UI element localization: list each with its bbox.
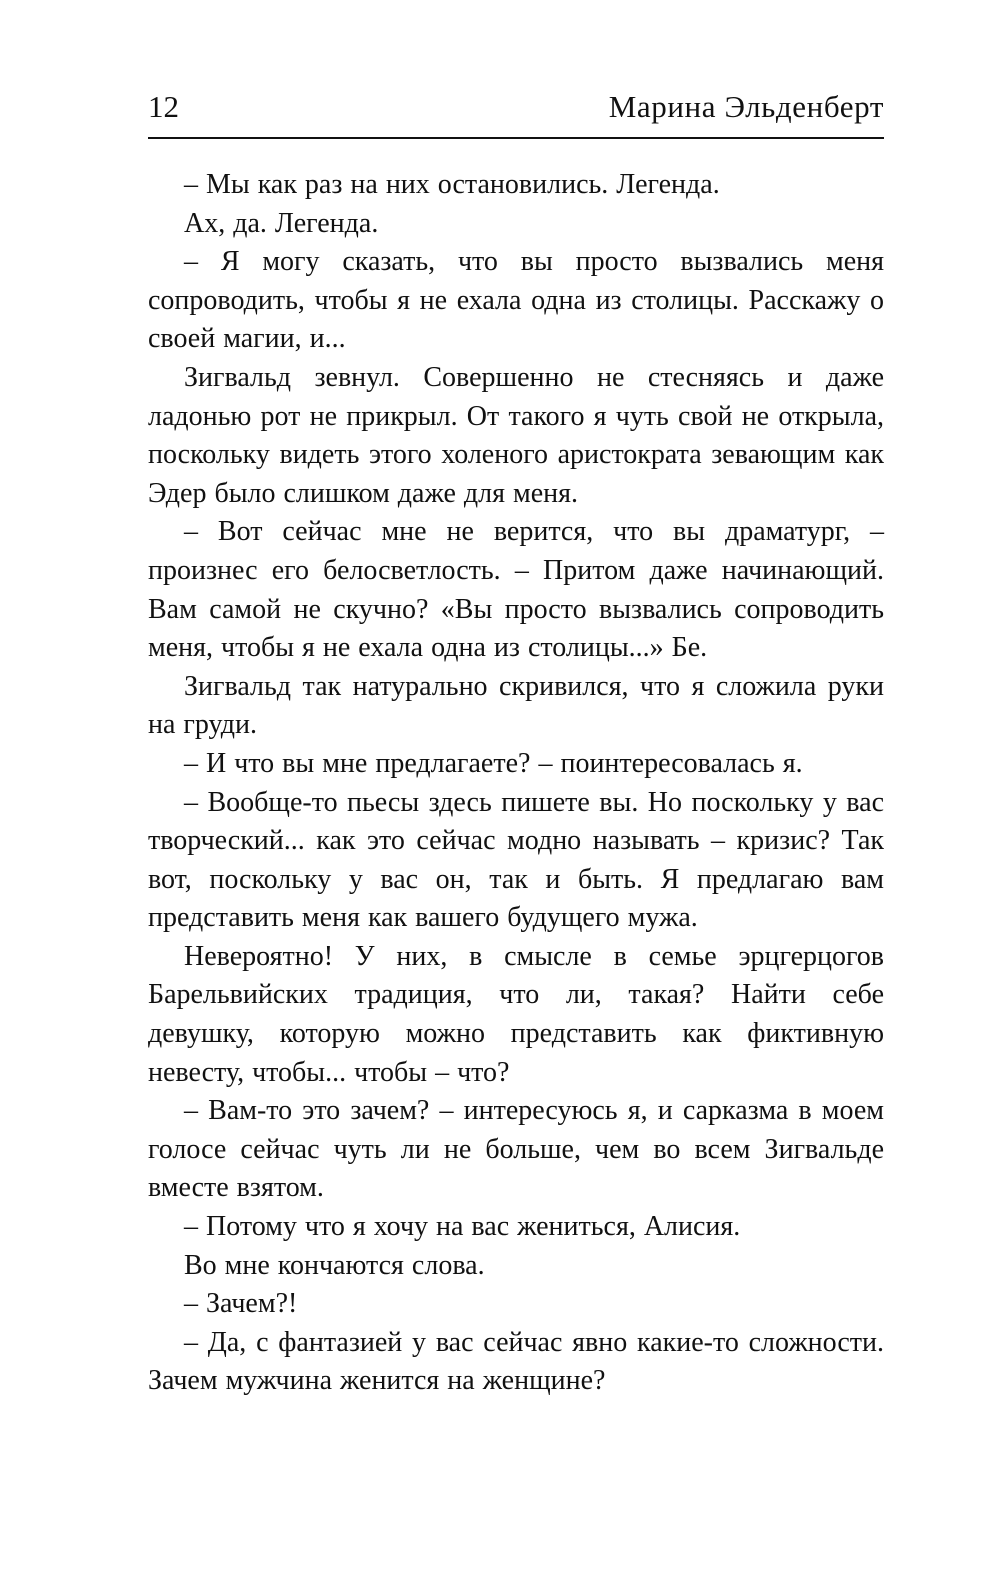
paragraph: – Да, с фантазией у вас сейчас явно какие-то сложности. Зачем мужчина женится на женщине? [148, 1326, 884, 1397]
page-number: 12 [148, 89, 179, 124]
paragraph: – Потому что я хочу на вас жениться, Алисия. [184, 1211, 741, 1243]
header-rule [148, 137, 884, 139]
paragraph: – Мы как раз на них остановились. Легенда. [184, 169, 720, 200]
paragraph: Зигвальд зевнул. Совершенно не стесняясь и даже ладонью рот не прикрыл. От такого я чуть свой не открыла, поскольку видеть этого холеного аристократа зевающим как Эдер было слишком даже для меня. [148, 361, 884, 509]
paragraph: Невероятно! У них, в смысле в семье эрцгерцогов Барельвийских традиция, что ли, такая? Найти себе девушку, которую можно представить как фиктивную невесту, чтобы... чтобы – что? [148, 940, 884, 1088]
paragraph: – Вообще-то пьесы здесь пишете вы. Но поскольку у вас творческий... как это сейчас модно называть – кризис? Так вот, поскольку у вас он, так и быть. Я предлагаю вам представить меня как вашего будущего мужа. [148, 786, 884, 934]
running-header [148, 82, 884, 132]
paragraph: – И что вы мне предлагаете? – поинтересовалась я. [184, 747, 803, 779]
paragraph: Во мне кончаются слова. [184, 1249, 485, 1281]
book-author: Марина Эльденберт [608, 89, 884, 124]
body-text [148, 166, 884, 1401]
paragraph: – Вот сейчас мне не верится, что вы драматург, – произнес его белосветлость. – Притом даже начинающий. Вам самой не скучно? «Вы просто вызвались сопроводить меня, чтобы я не ехала одна из столицы...» Бе. [148, 516, 884, 664]
paragraph: Зигвальд так натурально скривился, что я сложила руки на груди. [148, 670, 884, 741]
paragraph: – Вам-то это зачем? – интересуюсь я, и сарказма в моем голосе сейчас чуть ли не больше, чем во всем Зигвальде вместе взятом. [148, 1095, 884, 1204]
paragraph: – Зачем?! [184, 1288, 298, 1320]
paragraph: – Я могу сказать, что вы просто вызвались меня сопроводить, чтобы я не ехала одна из столицы. Расскажу о своей магии, и... [148, 246, 884, 355]
paragraph: Ах, да. Легенда. [184, 207, 379, 239]
